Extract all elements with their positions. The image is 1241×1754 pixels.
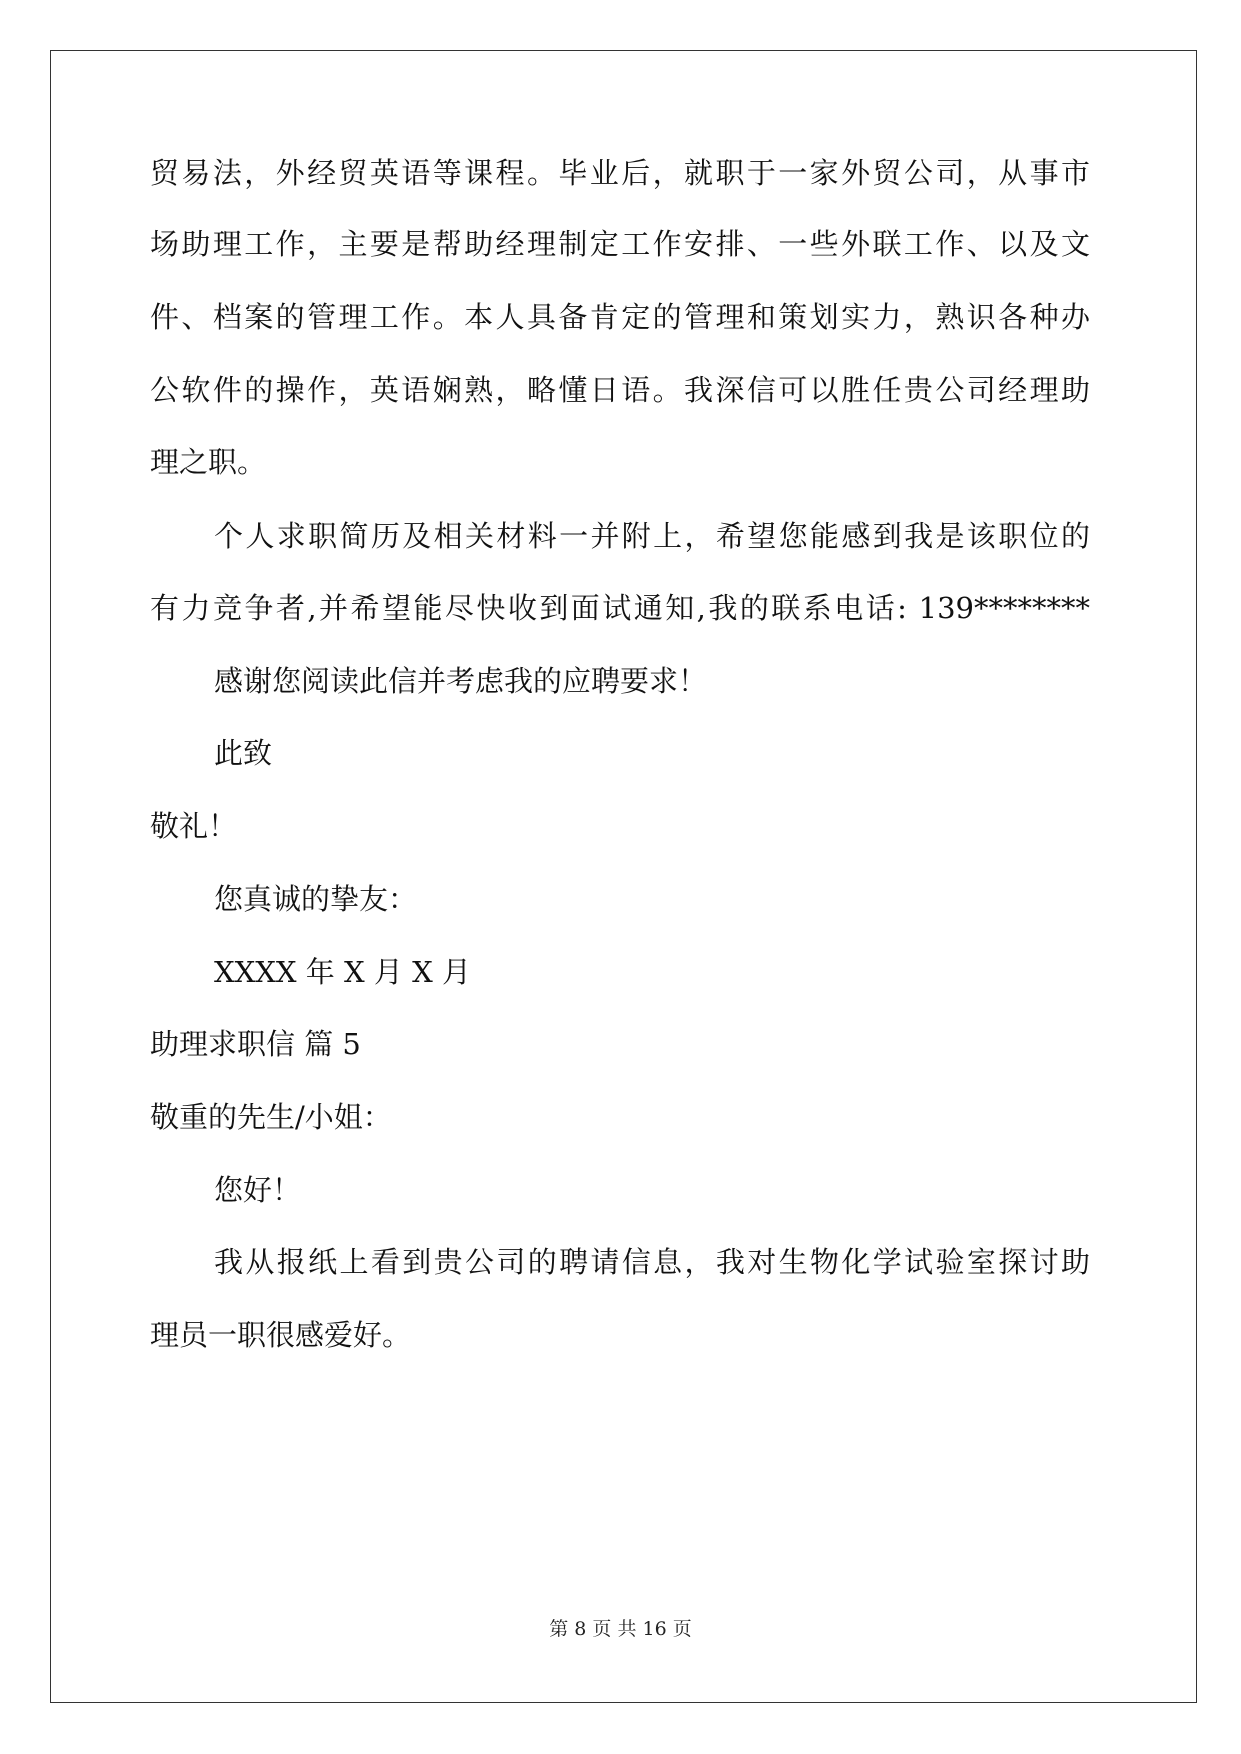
paragraph-line: 理之职。: [150, 445, 267, 479]
paragraph-line: 理员一职很感爱好。: [150, 1318, 412, 1352]
section-heading: 助理求职信 篇 5: [150, 1027, 361, 1061]
paragraph-line: 贸易法，外经贸英语等课程。毕业后，就职于一家外贸公司，从事市: [150, 156, 1090, 190]
hello-line: 您好！: [214, 1173, 302, 1207]
paragraph-line: 件、档案的管理工作。本人具备肯定的管理和策划实力，熟识各种办: [150, 300, 1090, 334]
paragraph-line: 场助理工作，主要是帮助经理制定工作安排、一些外联工作、以及文: [150, 227, 1090, 261]
contact-line: 有力竞争者,并希望能尽快收到面试通知,我的联系电话: 139********: [150, 591, 1090, 625]
paragraph-line: 公软件的操作，英语娴熟，略懂日语。我深信可以胜任贵公司经理助: [150, 373, 1090, 407]
page-number-footer: 第 8 页 共 16 页: [549, 1618, 692, 1640]
salutation-closing: 敬礼！: [150, 809, 238, 843]
paragraph-line: 我从报纸上看到贵公司的聘请信息，我对生物化学试验室探讨助: [214, 1245, 1090, 1279]
thanks-line: 感谢您阅读此信并考虑我的应聘要求！: [214, 664, 708, 698]
greeting-line: 敬重的先生/小姐：: [150, 1100, 392, 1134]
paragraph-line: 个人求职简历及相关材料一并附上，希望您能感到我是该职位的: [214, 519, 1090, 553]
signature-line: 您真诚的挚友：: [214, 882, 418, 916]
date-line: XXXX 年 X 月 X 月: [214, 955, 471, 989]
closing-line: 此致: [214, 736, 273, 770]
